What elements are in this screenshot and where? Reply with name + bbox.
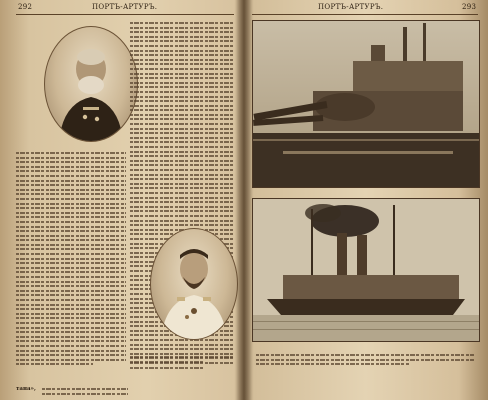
admiral-portrait-bottom-figure <box>151 229 237 339</box>
left-column-text-upper <box>16 152 126 368</box>
left-footer-lines <box>42 388 128 397</box>
right-header-rule <box>252 14 478 15</box>
left-column-text-caption-lines <box>130 356 234 365</box>
left-footer-text: тана», <box>16 386 36 392</box>
battleship-photo-top <box>252 20 480 188</box>
admiral-portrait-top <box>44 26 138 142</box>
battleship-photo-bottom <box>252 198 480 342</box>
right-page <box>248 0 488 400</box>
left-running-head: ПОРТЪ-АРТУРЪ. <box>92 3 158 11</box>
admiral-portrait-bottom <box>150 228 238 340</box>
left-header-rule <box>16 14 234 15</box>
left-page-number: 292 <box>18 3 33 11</box>
right-page-number: 293 <box>462 3 477 11</box>
right-running-head: ПОРТЪ-АРТУРЪ. <box>318 3 384 11</box>
admiral-portrait-top-figure <box>45 27 137 141</box>
left-page <box>0 0 240 400</box>
right-photo-specs-lines <box>256 354 474 368</box>
battleship-photo-bottom-image <box>253 199 479 341</box>
battleship-photo-top-image <box>253 21 479 187</box>
